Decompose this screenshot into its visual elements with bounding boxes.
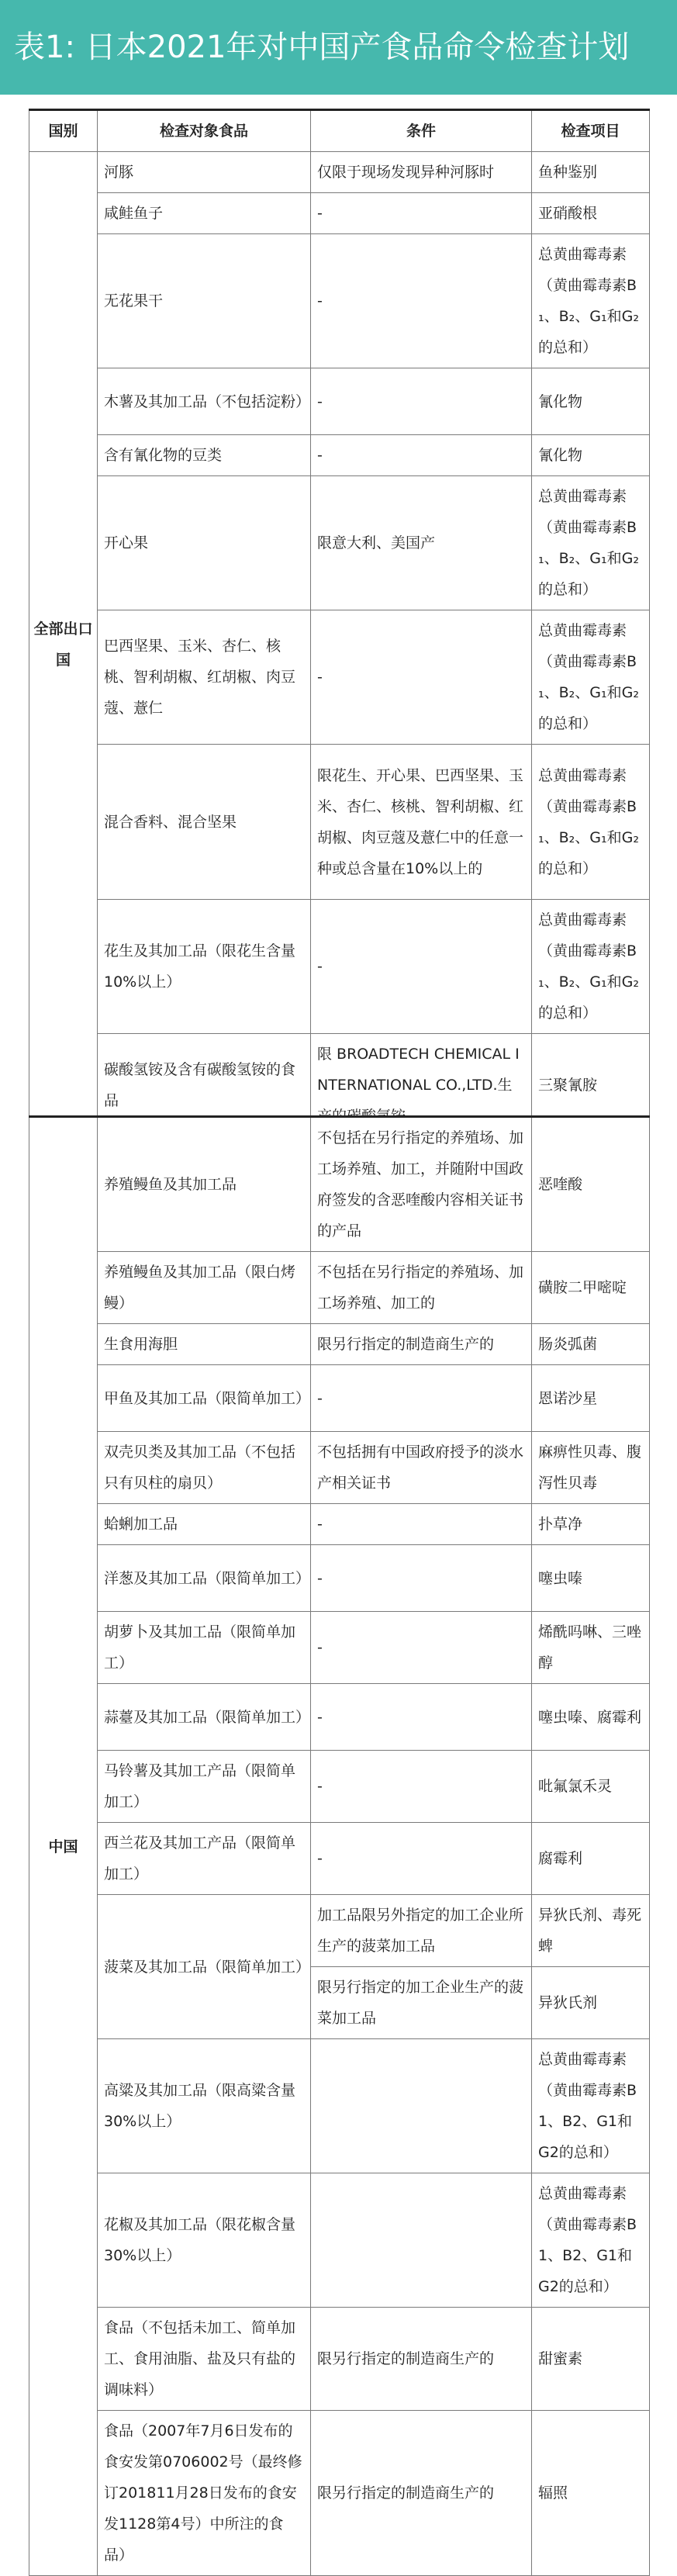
item-cell: 总黄曲霉毒素（黄曲霉毒素B₁、B₂、G₁和G₂的总和） — [532, 745, 650, 900]
table-row — [29, 368, 650, 435]
table-row — [29, 193, 650, 234]
table-row — [29, 435, 650, 476]
table-row — [29, 1504, 650, 1545]
item-cell: 总黄曲霉毒素（黄曲霉毒素B₁、B₂、G₁和G₂的总和） — [532, 900, 650, 1034]
food-cell: 花生及其加工品（限花生含量10%以上） — [98, 900, 311, 1034]
header-item: 检查项目 — [532, 110, 650, 152]
food-cell: 生食用海胆 — [98, 1324, 311, 1365]
condition-cell: 限 BROADTECH CHEMICAL INTERNATIONAL CO.,LTD.生 — [311, 1034, 532, 1137]
food-cell: 蒜薹及其加工品（限简单加工） — [98, 1684, 311, 1751]
table-row — [29, 1365, 650, 1432]
condition-cell — [311, 2039, 532, 2173]
item-cell: 恩诺沙星 — [532, 1365, 650, 1432]
condition-cell: 限另行指定的制造商生产的 — [311, 1324, 532, 1365]
table-row — [29, 900, 650, 1034]
condition-cell: - — [311, 1545, 532, 1612]
item-cell: 烯酰吗啉、三唑醇 — [532, 1612, 650, 1684]
food-cell: 胡萝卜及其加工品（限简单加工） — [98, 1612, 311, 1684]
table-china — [29, 1115, 649, 2576]
food-cell: 无花果干 — [98, 234, 311, 368]
item-cell: 腐霉利 — [532, 1823, 650, 1895]
header-country: 国别 — [29, 110, 98, 152]
food-cell: 碳酸氢铵及含有碳酸氢铵的食品 — [98, 1034, 311, 1137]
food-cell: 洋葱及其加工品（限简单加工） — [98, 1545, 311, 1612]
food-cell: 养殖鳗鱼及其加工品（限白烤鳗） — [98, 1252, 311, 1324]
table-row — [29, 2308, 650, 2411]
condition-cell: - — [311, 1751, 532, 1823]
table-row — [29, 152, 650, 193]
condition-cell: - — [311, 1684, 532, 1751]
table-row — [29, 1432, 650, 1504]
table-row — [29, 1324, 650, 1365]
condition-cell: 限意大利、美国产 — [311, 476, 532, 610]
table-row — [29, 1823, 650, 1895]
condition-cell: 限另行指定的制造商生产的 — [311, 2411, 532, 2576]
table-header-row — [29, 110, 650, 152]
table-row — [29, 476, 650, 610]
condition-cell: 加工品限另外指定的加工企业所生产的菠菜加工品 — [311, 1895, 532, 1967]
condition-cell: 限另行指定的加工企业生产的菠菜加工品 — [311, 1967, 532, 2039]
food-cell: 含有氰化物的豆类 — [98, 435, 311, 476]
item-cell: 总黄曲霉毒素（黄曲霉毒素B1、B2、G1和G2的总和） — [532, 2173, 650, 2308]
item-cell: 噻虫嗪、腐霉利 — [532, 1684, 650, 1751]
condition-cell: 仅限于现场发现异种河豚时 — [311, 152, 532, 193]
food-cell: 食品（不包括未加工、简单加工、食用油脂、盐及只有盐的调味料） — [98, 2308, 311, 2411]
item-cell: 亚硝酸根 — [532, 193, 650, 234]
condition-cell: - — [311, 1504, 532, 1545]
table-row — [29, 1117, 650, 1252]
item-cell: 鱼种鉴别 — [532, 152, 650, 193]
table-row — [29, 1895, 650, 1967]
condition-cell: - — [311, 193, 532, 234]
item-cell: 三聚氰胺 — [532, 1034, 650, 1137]
item-cell: 肠炎弧菌 — [532, 1324, 650, 1365]
condition-cell: - — [311, 1365, 532, 1432]
food-cell: 河豚 — [98, 152, 311, 193]
item-cell: 吡氟氯禾灵 — [532, 1751, 650, 1823]
item-cell: 氰化物 — [532, 368, 650, 435]
food-cell: 蛤蜊加工品 — [98, 1504, 311, 1545]
condition-cell: 不包括拥有中国政府授予的淡水产相关证书 — [311, 1432, 532, 1504]
food-cell: 食品（2007年7月6日发布的食安发第0706002号（最终修订201811月28日发布的食安发1128第4号）中所注的食品） — [98, 2411, 311, 2576]
item-cell: 总黄曲霉毒素（黄曲霉毒素B₁、B₂、G₁和G₂的总和） — [532, 476, 650, 610]
condition-cell: - — [311, 234, 532, 368]
food-cell: 马铃薯及其加工产品（限简单加工） — [98, 1751, 311, 1823]
item-cell: 异狄氏剂 — [532, 1967, 650, 2039]
item-cell: 噻虫嗪 — [532, 1545, 650, 1612]
food-cell: 木薯及其加工品（不包括淀粉） — [98, 368, 311, 435]
food-cell: 双壳贝类及其加工品（不包括只有贝柱的扇贝） — [98, 1432, 311, 1504]
food-cell: 高粱及其加工品（限高粱含量30%以上） — [98, 2039, 311, 2173]
table-row — [29, 1684, 650, 1751]
food-cell: 咸鲑鱼子 — [98, 193, 311, 234]
table-row — [29, 745, 650, 900]
table-row — [29, 2173, 650, 2308]
condition-cell: 限花生、开心果、巴西坚果、玉米、杏仁、核桃、智利胡椒、红胡椒、肉豆蔻及薏仁中的任意一种或总含量在10%以上的 — [311, 745, 532, 900]
condition-cell: - — [311, 1823, 532, 1895]
item-cell: 恶喹酸 — [532, 1117, 650, 1252]
header-food: 检查对象食品 — [98, 110, 311, 152]
item-cell: 磺胺二甲嘧啶 — [532, 1252, 650, 1324]
item-cell: 甜蜜素 — [532, 2308, 650, 2411]
condition-cell: - — [311, 368, 532, 435]
food-cell: 菠菜及其加工品（限简单加工） — [98, 1895, 311, 2039]
condition-cell: - — [311, 900, 532, 1034]
region-cell: 中国 — [29, 1117, 98, 2576]
table-row — [29, 2411, 650, 2576]
region-cell: 全部出口国 — [29, 152, 98, 1137]
item-cell: 氰化物 — [532, 435, 650, 476]
condition-cell: - — [311, 435, 532, 476]
food-cell: 巴西坚果、玉米、杏仁、核桃、智利胡椒、红胡椒、肉豆蔻、薏仁 — [98, 610, 311, 745]
condition-cell: 不包括在另行指定的养殖场、加工场养殖、加工的 — [311, 1252, 532, 1324]
condition-cell: 限另行指定的制造商生产的 — [311, 2308, 532, 2411]
food-cell: 西兰花及其加工产品（限简单加工） — [98, 1823, 311, 1895]
table-row — [29, 1612, 650, 1684]
item-cell: 麻痹性贝毒、腹泻性贝毒 — [532, 1432, 650, 1504]
item-cell: 总黄曲霉毒素（黄曲霉毒素B₁、B₂、G₁和G₂的总和） — [532, 610, 650, 745]
item-cell: 总黄曲霉毒素（黄曲霉毒素B1、B2、G1和G2的总和） — [532, 2039, 650, 2173]
food-cell: 花椒及其加工品（限花椒含量30%以上） — [98, 2173, 311, 2308]
food-cell: 混合香料、混合坚果 — [98, 745, 311, 900]
food-cell: 甲鱼及其加工品（限简单加工） — [98, 1365, 311, 1432]
condition-cell: - — [311, 610, 532, 745]
header-condition: 条件 — [311, 110, 532, 152]
item-cell: 总黄曲霉毒素（黄曲霉毒素B₁、B₂、G₁和G₂的总和） — [532, 234, 650, 368]
food-cell: 养殖鳗鱼及其加工品 — [98, 1117, 311, 1252]
item-cell: 异狄氏剂、毒死蜱 — [532, 1895, 650, 1967]
condition-cell: - — [311, 1612, 532, 1684]
condition-cell: 不包括在另行指定的养殖场、加工场养殖、加工，并随附中国政府签发的含恶喹酸内容相关证书的产品 — [311, 1117, 532, 1252]
item-cell: 辐照 — [532, 2411, 650, 2576]
table-all-countries — [29, 109, 649, 1137]
table-row — [29, 1751, 650, 1823]
item-cell: 扑草净 — [532, 1504, 650, 1545]
page-title: 表1: 日本2021年对中国产食品命令检查计划 — [0, 0, 677, 95]
table-row — [29, 1252, 650, 1324]
table-row — [29, 1545, 650, 1612]
condition-cell — [311, 2173, 532, 2308]
table-row — [29, 234, 650, 368]
table-row — [29, 2039, 650, 2173]
food-cell: 开心果 — [98, 476, 311, 610]
table-row — [29, 610, 650, 745]
